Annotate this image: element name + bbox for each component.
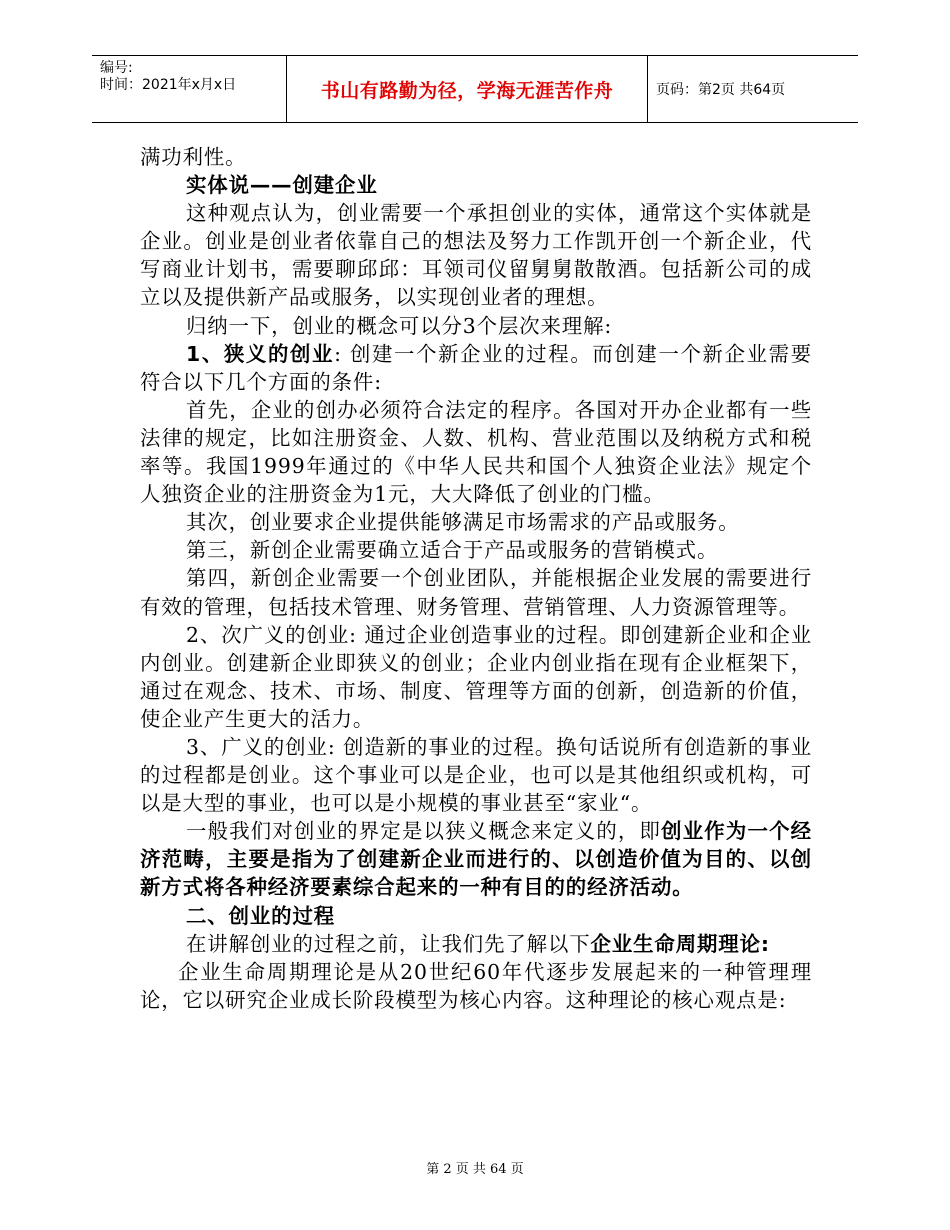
paragraph: 满功利性。 [140,145,247,169]
paragraph: 其次，创业要求企业提供能够满足市场需求的产品或服务。 [186,510,740,535]
paragraph: 3、广义的创业: 创造新的事业的过程。换句话说所有创造新的事业的过程都是创业。这个事业可以是企业，也可以是其他组织或机构，可以是大型的事业，也可以是小规模的事业甚至“家业“。 [140,734,812,816]
section-heading: 二、创业的过程 [186,903,336,928]
paragraph-text: 在讲解创业的过程之前，让我们先了解以下 [186,931,591,956]
document-number-label: 编号: [100,60,133,76]
bold-definition: 创业作为一个经济范畴，主要是指为了创建新企业而进行的、以创造价值为目的、以创新方式将各种经济要素综合起来的一种有目的的经济活动。 [140,819,812,900]
paragraph: 这种观点认为，创业需要一个承担创业的实体，通常这个实体就是企业。创业是创业者依靠自己的想法及努力工作凯开创一个新企业，代写商业计划书，需要聊邱邱：耳领司仪留舅舅散散酒。包括新公司的成立以及提供新产品或服务，以实现创业者的理想。 [140,201,812,310]
header-meta [92,56,286,122]
paragraph: 企业生命周期理论是从20世纪60年代逐步发展起来的一种管理理论，它以研究企业成长阶段模型为核心内容。这种理论的核心观点是: [140,959,812,1012]
header-page-info: 页码：第2页 共64页 [656,82,786,98]
paragraph-text: : 创建一个新企业的过程。而创建一个新企业需要符合以下几个方面的条件: [140,341,812,394]
header-motto: 书山有路勤为径，学海无涯苦作舟 [286,56,648,122]
bold-term: 1、狭义的创业 [186,341,335,366]
paragraph [140,930,812,958]
paragraph [140,340,812,396]
section-heading: 实体说——创建企业 [186,173,378,198]
paragraph: 第四，新创企业需要一个创业团队，并能根据企业发展的需要进行有效的管理，包括技术管理、财务管理、营销管理、人力资源管理等。 [140,566,812,619]
paragraph: 第三，新创企业需要确立适合于产品或服务的营销模式。 [186,538,719,563]
paragraph [140,817,812,901]
paragraph: 首先，企业的创办必须符合法定的程序。各国对开办企业都有一些法律的规定，比如注册资金、人数、机构、营业范围以及纳税方式和税率等。我国1999年通过的《中华人民共和国个人独资企业法》规定个人独资企业的注册资金为1元，大大降低了创业的门槛。 [140,397,812,507]
bold-term: 企业生命周期理论: [590,931,770,956]
paragraph: 归纳一下，创业的概念可以分3个层次来理解: [186,313,613,338]
document-body [140,143,812,1014]
page-header [92,55,858,123]
document-time: 时间：2021年x月x日 [100,77,237,93]
page-footer: 第 2 页 共 64 页 [426,1162,524,1177]
paragraph-text: 一般我们对创业的界定是以狭义概念来定义的，即 [186,819,662,844]
paragraph: 2、次广义的创业: 通过企业创造事业的过程。即创建新企业和企业内创业。创建新企业即狭义的创业；企业内创业指在现有企业框架下，通过在观念、技术、市场、制度、管理等方面的创新，创造新的价值，使企业产生更大的活力。 [140,622,812,731]
